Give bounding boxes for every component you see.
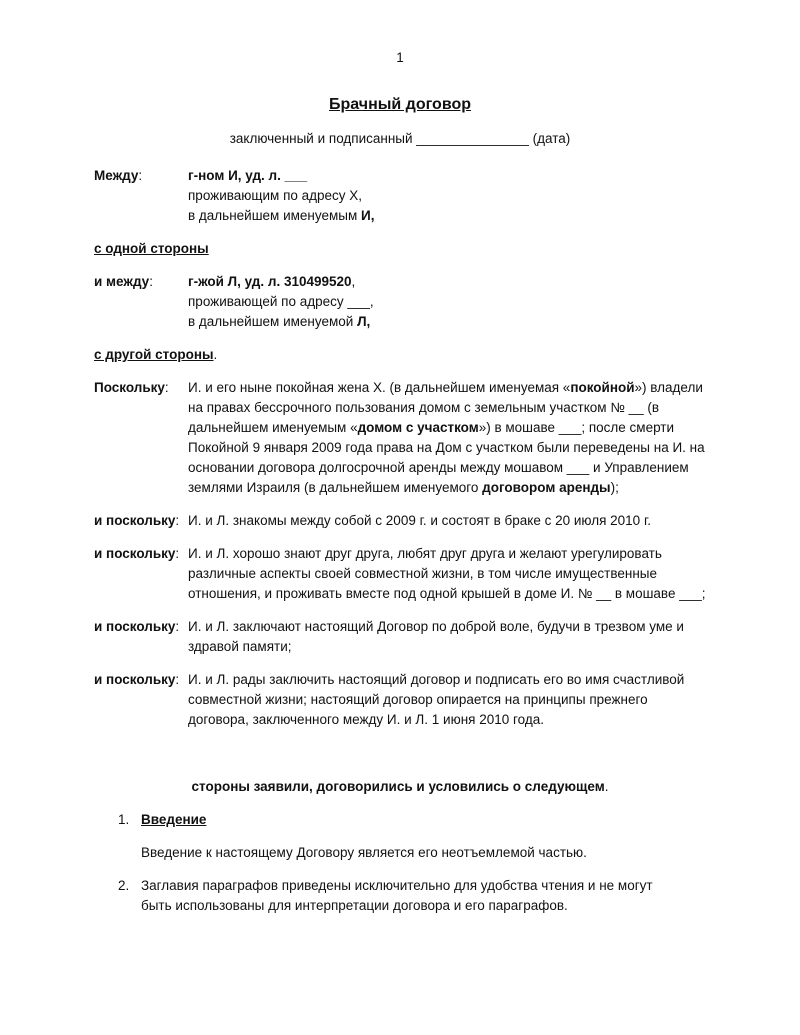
party-2-address: проживающей по адресу ___, (188, 294, 374, 309)
agreed-heading: стороны заявили, договорились и условились о следующем. (191, 779, 609, 794)
party-2-label: и между: (94, 274, 153, 289)
recital-1 (94, 378, 800, 498)
recital-3 (94, 544, 800, 604)
recital-1-label: Поскольку: (94, 380, 169, 395)
recital-4-text: И. и Л. заключают настоящий Договор по доброй воле, будучи в трезвом уме и здравой памяти; (188, 619, 684, 654)
section-1-text: Введение к настоящему Договору является его неотъемлемой частью. (141, 845, 587, 860)
section-2 (118, 876, 800, 916)
section-1 (118, 810, 800, 830)
recital-5-text: И. и Л. рады заключить настоящий договор и подписать его во имя счастливой совместной жизни; настоящий договор опирается на принципы прежнего договора, заключенного между И. и Л. 1 июня 2010 года. (188, 672, 685, 727)
recital-2-label: и поскольку: (94, 513, 180, 528)
side-1: с одной стороны (94, 241, 209, 256)
party-1-details (188, 166, 688, 226)
section-1-heading: Введение (141, 812, 207, 827)
party-1-name: г-ном И, уд. л. ___ (188, 168, 308, 183)
side-2: с другой стороны. (94, 347, 218, 362)
recital-4 (94, 617, 800, 657)
page-number: 1 (396, 50, 404, 65)
recital-5-label: и поскольку: (94, 672, 180, 687)
recital-4-label: и поскольку: (94, 619, 180, 634)
document-subtitle: заключенный и подписанный _______________ (дата) (229, 131, 571, 146)
document-title: Брачный договор (329, 96, 471, 113)
recital-1-text: И. и его ныне покойная жена Х. (в дальнейшем именуемая «покойной») владели на правах бессрочного пользования домом с земельным участком № __ (в дальнейшем именуемым «домом с участком») в мошаве ___; после смерти Покойной 9 января 2009 года права на Дом с участком были переведены на И. на основании договора долгосрочной аренды между мошавом ___ и Управлением землями Израиля (в дальнейшем именуемого договором аренды); (188, 380, 705, 495)
party-1 (94, 166, 800, 226)
recital-3-label: и поскольку: (94, 546, 180, 561)
recital-5 (94, 670, 800, 730)
section-1-number: 1. (118, 812, 130, 827)
party-2-details (188, 272, 688, 332)
section-2-number: 2. (118, 878, 130, 893)
party-1-address: проживающим по адресу Х, (188, 188, 363, 203)
party-1-label: Между: (94, 168, 143, 183)
party-1-named: в дальнейшем именуемым И, (188, 208, 375, 223)
party-2 (94, 272, 800, 332)
recital-3-text: И. и Л. хорошо знают друг друга, любят друг друга и желают урегулировать различные аспекты своей совместной жизни, в том числе имущественные отношения, и проживать вместе под одной крышей в доме И. № __ в мошаве ___; (188, 546, 706, 601)
recital-2-text: И. и Л. знакомы между собой с 2009 г. и состоят в браке с 20 июля 2010 г. (188, 513, 651, 528)
recital-2 (94, 511, 800, 531)
party-2-name: г-жой Л, уд. л. 310499520, (188, 274, 356, 289)
section-2-text: Заглавия параграфов приведены исключительно для удобства чтения и не могут быть использованы для интерпретации договора и его параграфов. (141, 878, 653, 913)
party-2-named: в дальнейшем именуемой Л, (188, 314, 371, 329)
